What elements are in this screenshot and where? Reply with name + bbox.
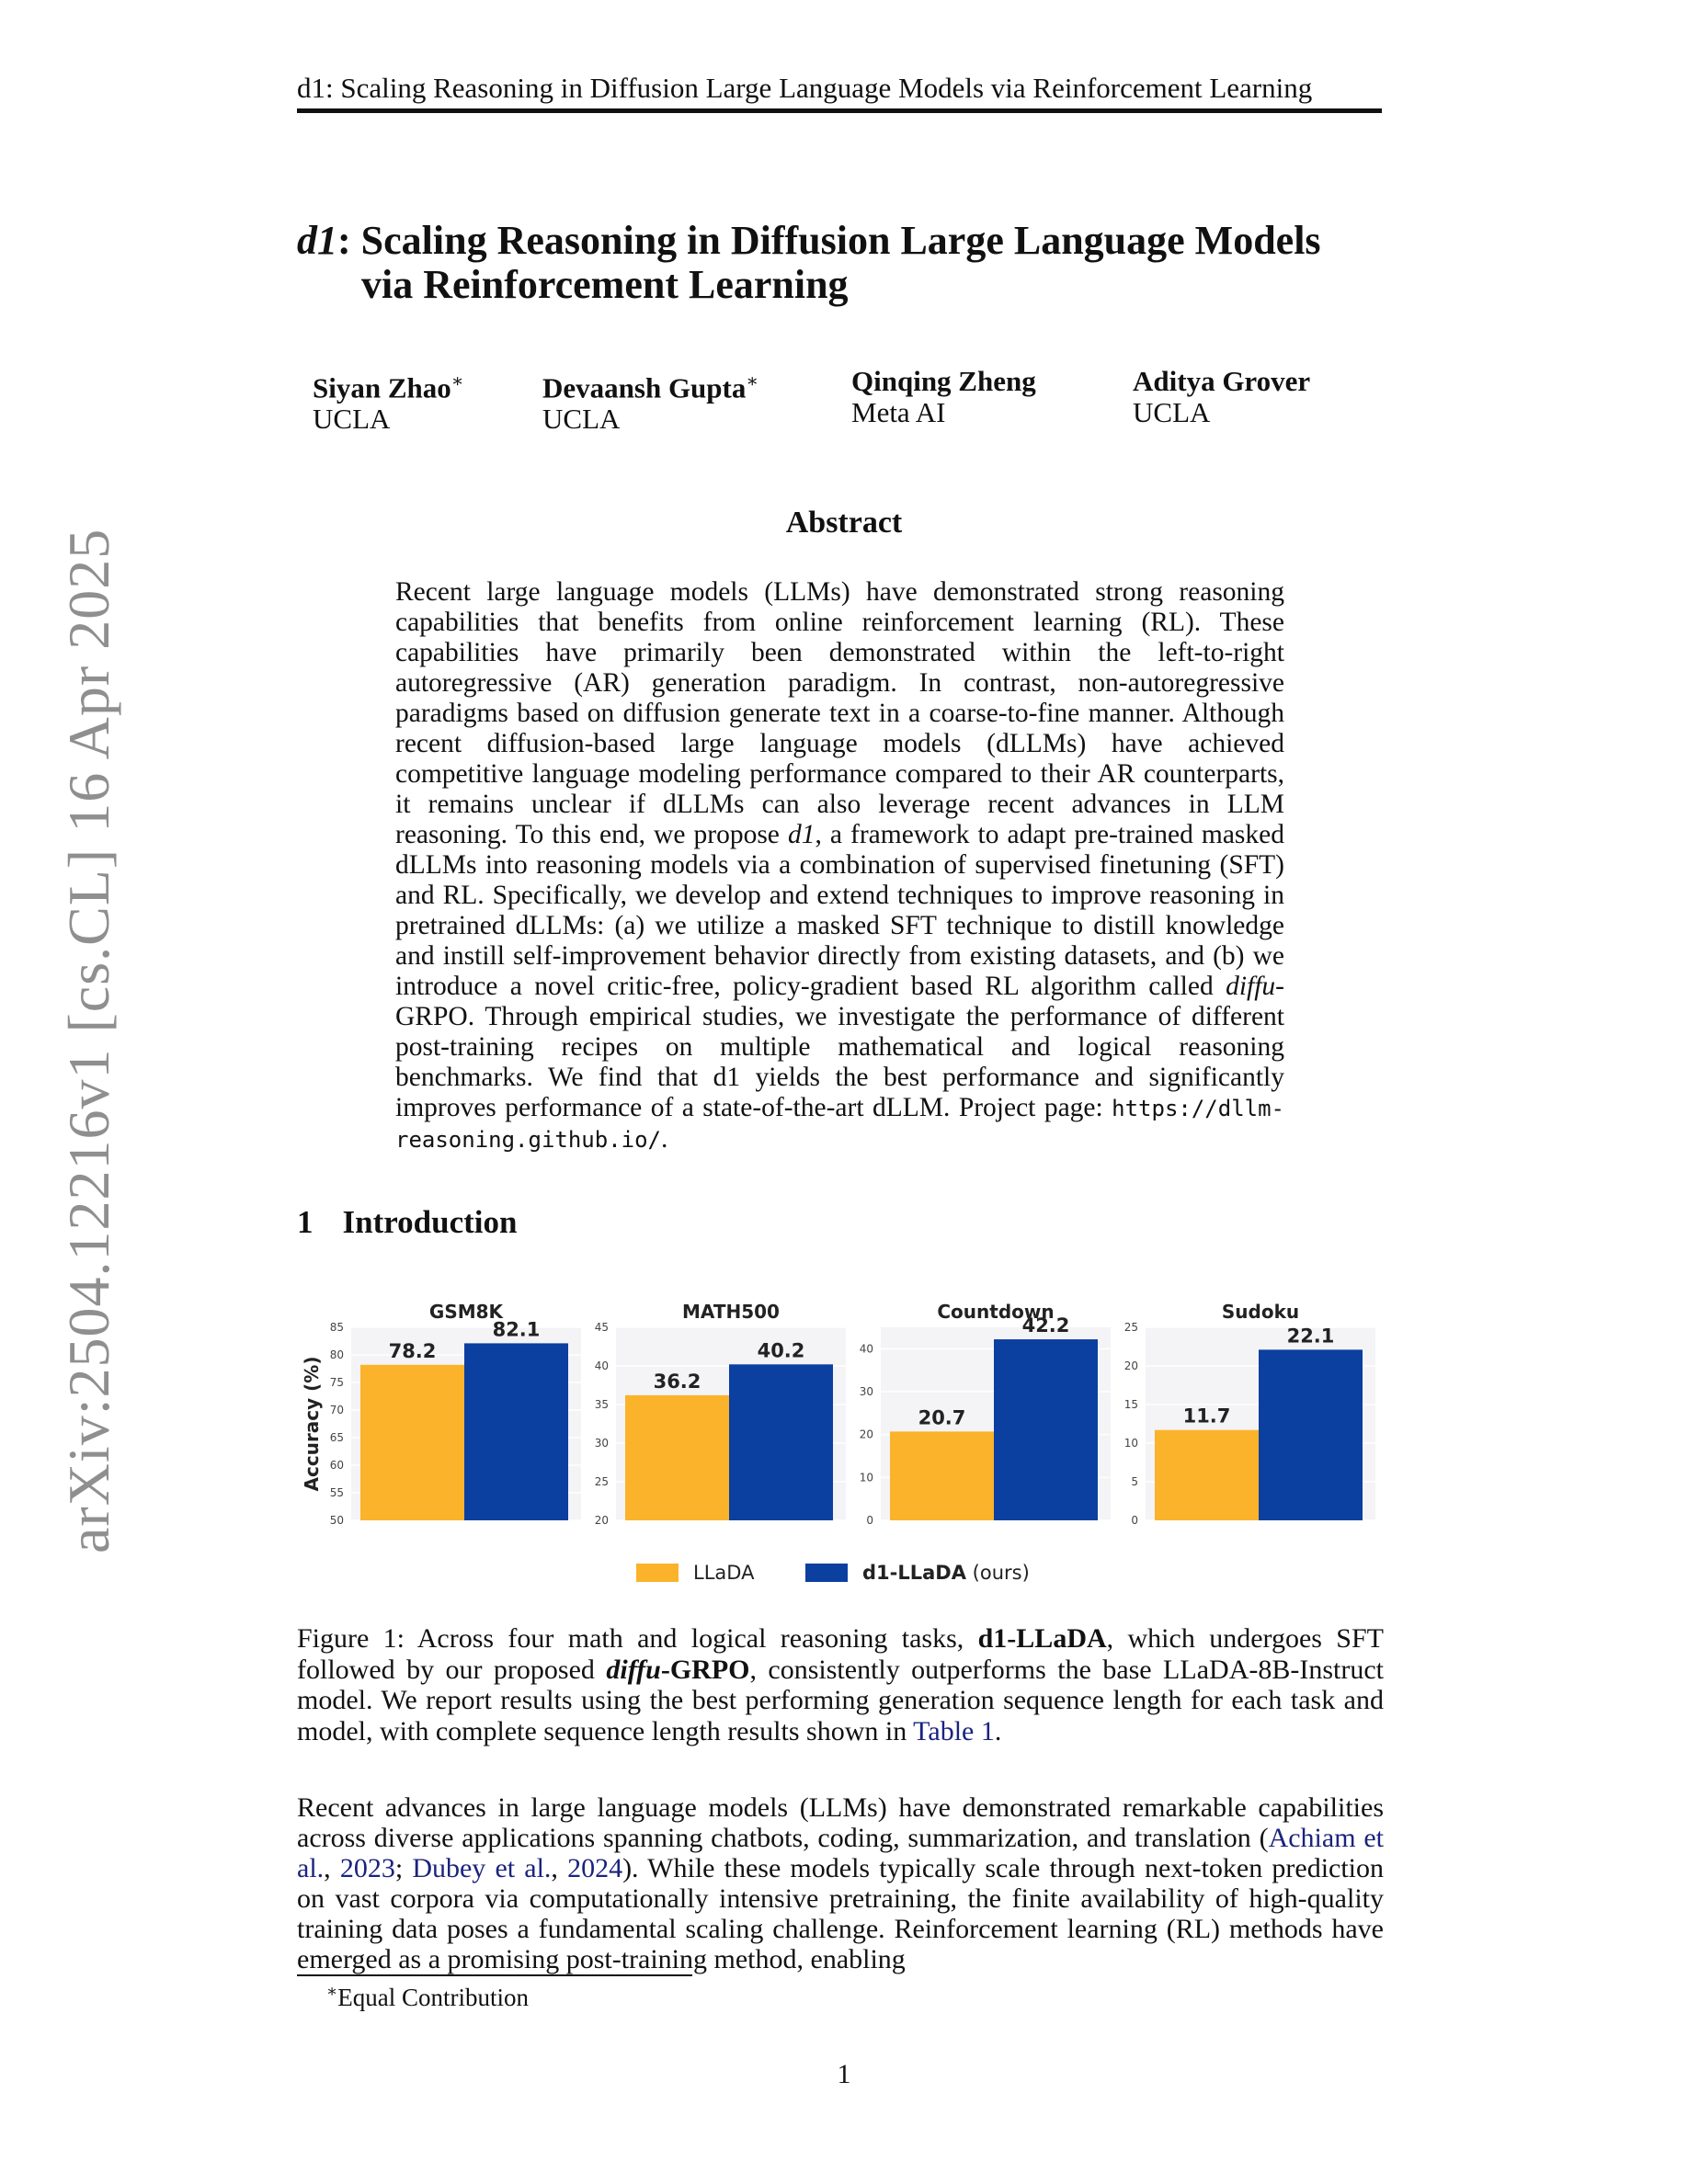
abstract-heading: Abstract [785,506,903,540]
footnote-text: Equal Contribution [337,1984,529,2011]
caption-bold: d1-LLaDA [977,1623,1107,1654]
y-tick-label: 70 [329,1404,344,1416]
bar-value-label: 78.2 [388,1339,437,1362]
table-1-link[interactable]: Table 1 [913,1715,995,1746]
y-tick-label: 85 [329,1321,344,1334]
author-mark: ∗ [746,371,758,392]
y-tick-label: 30 [859,1385,873,1398]
citation-achiam[interactable]: Achiam et al. [297,1823,1384,1883]
intro-text: ; [394,1853,413,1883]
caption-text: , which undergoes SFT followed by our proposed [297,1623,1385,1685]
y-tick-label: 10 [859,1471,873,1484]
figure-1-chart [294,1296,1397,1599]
author-name: Aditya Grover [1133,365,1311,397]
author-mark: ∗ [451,371,464,392]
bar-llada [1155,1430,1259,1520]
y-tick-label: 60 [329,1459,344,1472]
footnote [326,1982,529,2012]
bar-value-label: 36.2 [653,1370,701,1393]
legend-swatch-llada [636,1564,679,1582]
bar-value-label: 20.7 [918,1406,966,1429]
author-affiliation: UCLA [1133,396,1211,428]
y-tick-label: 35 [594,1398,609,1411]
y-tick-label: 75 [329,1376,344,1389]
y-tick-label: 80 [329,1348,344,1361]
page-number: 1 [837,2059,851,2089]
arxiv-stamp: arXiv:2504.12216v1 [cs.CL] 16 Apr 2025 [56,528,121,1553]
abstract-text: . [660,1124,668,1154]
panel-title: MATH500 [682,1301,780,1323]
y-tick-label: 20 [1123,1359,1138,1372]
y-tick-label: 10 [1123,1437,1138,1450]
caption-bold: -GRPO [660,1654,750,1685]
abstract-body [395,577,1284,1155]
y-tick-label: 5 [1131,1475,1138,1488]
figure-caption [297,1623,1384,1746]
citation-year[interactable]: 2024 [567,1853,623,1883]
abstract-text: , a framework to adapt pre-trained masked dLLMs into reasoning models via a combination of supervised finetuning (SFT) and RL. Specifically, we develop and extend techniques to improve reasoning in pretrained dLLMs: (a) we utilize a masked SFT technique to distill knowledge and instill self-improvement behavior directly from existing datasets, and (b) we introduce a novel critic-free, policy-gradient based RL algorithm called [395,820,1284,1001]
y-tick-label: 25 [594,1475,609,1488]
caption-bold-italic: diffu [606,1654,661,1685]
bar-d1-llada [1259,1349,1363,1520]
intro-text: Recent advances in large language models (LLMs) have demonstrated remarkable capabilities across diverse applications spanning chatbots, coding, summarization, and translation ( [297,1792,1384,1853]
bar-llada [360,1365,464,1520]
bar-value-label: 11.7 [1182,1405,1231,1428]
legend-label-llada: LLaDA [693,1562,755,1584]
title-line2: via Reinforcement Learning [361,262,849,307]
y-tick-label: 65 [329,1431,344,1444]
running-head: d1: Scaling Reasoning in Diffusion Large Language Models via Reinforcement Learning [297,70,1382,113]
author-2 [542,366,758,435]
author-affiliation: UCLA [542,403,621,436]
title-line1: : Scaling Reasoning in Diffusion Large Language Models [337,218,1321,263]
abstract-text: Recent large language models (LLMs) have demonstrated strong reasoning capabilities that benefits from online reinforcement learning (RL). These capabilities have primarily been demonstrated within the left-to-right autoregressive (AR) generation paradigm. In contrast, non-autoregressive paradigms based on diffusion generate text in a coarse-to-fine manner. Although recent diffusion-based large language models (dLLMs) have achieved competitive language modeling performance compared to their AR counterparts, it remains unclear if dLLMs can also leverage recent advances in LLM reasoning. To this end, we propose [395,577,1284,849]
abstract-d1: d1 [787,820,815,849]
y-tick-label: 0 [1131,1514,1138,1527]
citation-year[interactable]: 2023 [339,1853,395,1883]
bar-value-label: 42.2 [1021,1314,1070,1337]
y-tick-label: 40 [594,1359,609,1372]
y-tick-label: 25 [1123,1321,1138,1334]
bar-value-label: 22.1 [1286,1325,1335,1348]
y-tick-label: 15 [1123,1398,1138,1411]
y-tick-label: 40 [859,1342,873,1356]
y-tick-label: 20 [594,1514,609,1527]
author-name: Siyan Zhao [313,371,451,404]
y-tick-label: 45 [594,1321,609,1334]
caption-text: . [994,1715,1002,1746]
author-1 [313,366,463,435]
bar-llada [625,1395,729,1520]
y-tick-label: 50 [329,1514,344,1527]
bar-d1-llada [994,1339,1098,1520]
author-name: Devaansh Gupta [542,371,747,404]
section-number: 1 [297,1204,314,1240]
section-heading [297,1204,517,1241]
footnote-rule [297,1974,692,1976]
abstract-diffu: diffu [1226,972,1276,1001]
author-name: Qinqing Zheng [851,365,1036,397]
abstract-text: -GRPO. Through empirical studies, we investigate the performance of different post-training recipes on multiple mathematical and logical reasoning benchmarks. We find that d1 yields the best performance and significantly improves performance of a state-of-the-art dLLM. Project page: [395,972,1284,1122]
legend-swatch-d1-llada [805,1564,848,1582]
y-tick-label: 0 [866,1514,873,1527]
author-3 [851,366,1036,428]
author-4 [1133,366,1310,428]
caption-text: Figure 1: Across four math and logical reasoning tasks, [297,1623,978,1654]
y-tick-label: 30 [594,1437,609,1450]
panel-title: Sudoku [1221,1301,1300,1323]
footnote-mark: ∗ [326,1982,338,2000]
project-page-link[interactable]: https://dllm-reasoning.github.io/ [395,1096,1284,1153]
panel-title: Countdown [937,1301,1055,1323]
intro-paragraph: Recent advances in large language models (LLMs) have demonstrated remarkable capabilities across diverse applications spanning chatbots, coding, summarization, and translation (Achiam et al., 2023; Dubey et al., 2024). While these models typically scale through next-token prediction on vast corpora via computationally intensive pretraining, the finite availability of high-quality training data poses a fundamental scaling challenge. Reinforcement learning (RL) methods have emerged as a promising post-training method, enabling [297,1792,1385,1974]
caption-text: , consistently outperforms the base LLaDA-8B-Instruct model. We report results using the best performing generation sequence length for each task and model, with complete sequence length results shown in [297,1654,1384,1746]
bar-value-label: 40.2 [757,1339,805,1362]
bar-d1-llada [729,1364,833,1520]
y-tick-label: 55 [329,1486,344,1499]
citation-dubey[interactable]: Dubey et al. [412,1853,552,1883]
bar-llada [890,1431,994,1520]
author-affiliation: UCLA [313,403,391,436]
bar-d1-llada [464,1343,568,1520]
y-tick-label: 20 [859,1428,873,1441]
title-d1: d1 [297,218,337,263]
legend-label-d1-llada: d1-LLaDA (ours) [862,1562,1030,1584]
panel-title: GSM8K [428,1301,504,1323]
bar-value-label: 82.1 [492,1318,541,1341]
paper-title [297,219,1419,307]
y-axis-label: Accuracy (%) [301,1356,323,1492]
section-title: Introduction [342,1204,518,1240]
intro-text: ). While these models typically scale through next-token prediction on vast corpora via computationally intensive pretraining, the finite availability of high-quality training data poses a fundamental scaling challenge. Reinforcement learning (RL) methods have emerged as a promising post-training method, enabling [297,1853,1385,1974]
author-affiliation: Meta AI [851,396,946,428]
